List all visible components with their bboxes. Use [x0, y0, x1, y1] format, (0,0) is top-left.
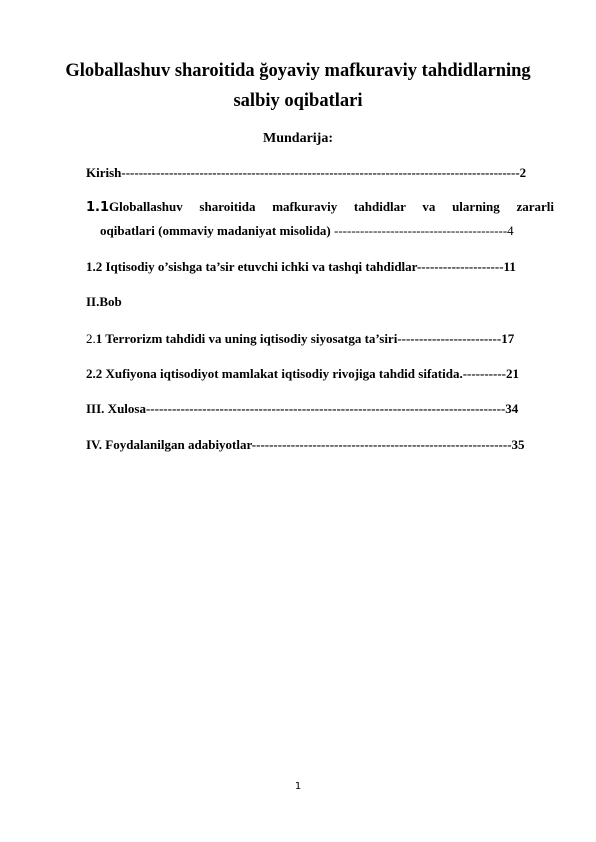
toc-entry-kirish: Kirish--------------------------------------------------------------------------------------------2 — [86, 165, 527, 180]
toc-entry-xulosa: III. Xulosa-----------------------------------------------------------------------------------34 — [86, 401, 519, 416]
toc-entry-1-1-text: Globallashuv sharoitida mafkuraviy tahdidlar va ularning zararli — [109, 199, 554, 214]
contents-heading: Mundarija: — [263, 131, 333, 146]
toc-entry-1-1-leader: ----------------------------------------4 — [334, 223, 514, 238]
toc-entry-1-1-line-2 — [100, 222, 514, 240]
toc-entry-2-1-text: 1 Terrorizm tahdidi va uning iqtisodiy siyosatga ta’siri------------------------17 — [95, 331, 515, 346]
toc-entry-1-1-line-1 — [86, 198, 554, 217]
toc-chapter-2-heading: II.Bob — [86, 294, 122, 309]
document-title-line-1: Globallashuv sharoitida ğoyaviy mafkuraviy tahdidlarning — [65, 61, 531, 81]
toc-entry-2-2: 2.2 Xufiyona iqtisodiyot mamlakat iqtisodiy rivojiga tahdid sifatida.----------21 — [86, 366, 519, 381]
toc-entry-2-1 — [86, 330, 514, 348]
toc-entry-1-1-number: 1.1 — [86, 200, 110, 215]
document-title-line-2: salbiy oqibatlari — [233, 91, 363, 111]
toc-entry-2-1-number: 2. — [86, 331, 96, 346]
page-number: 1 — [294, 781, 302, 792]
toc-entry-1-1-subtext: oqibatlari (ommaviy madaniyat misolida) — [100, 223, 335, 238]
toc-entry-1-2: 1.2 Iqtisodiy o’sishga ta’sir etuvchi ichki va tashqi tahdidlar--------------------11 — [86, 259, 516, 274]
toc-entry-references: IV. Foydalanilgan adabiyotlar------------------------------------------------------------35 — [86, 437, 525, 452]
